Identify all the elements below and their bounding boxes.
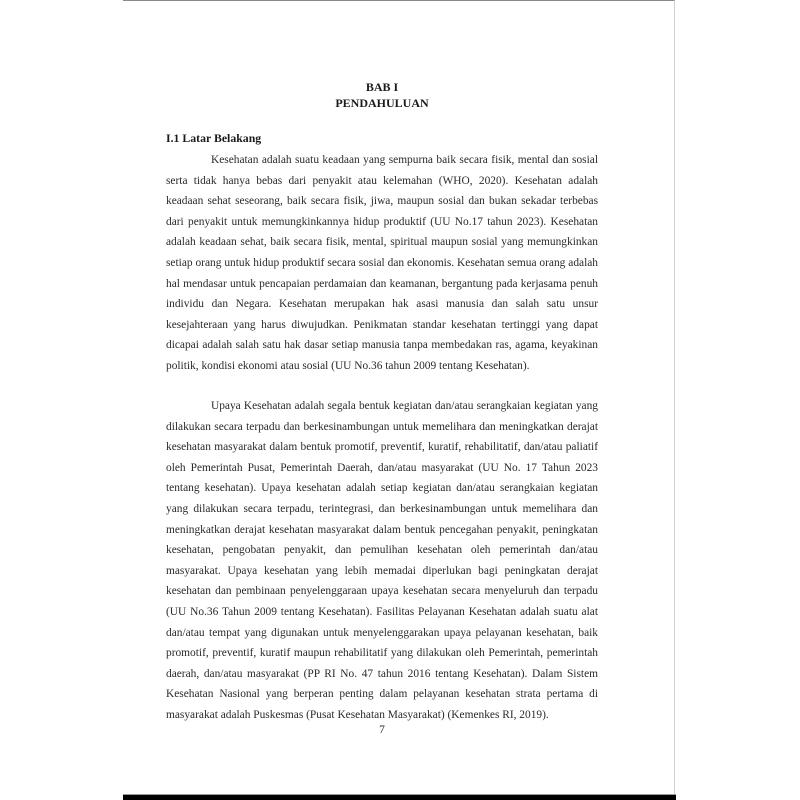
chapter-number: BAB I (365, 80, 399, 94)
document-page (123, 0, 675, 795)
chapter-title: PENDAHULUAN (335, 96, 429, 110)
section-heading: I.1 Latar Belakang (166, 131, 262, 145)
body-paragraph: Kesehatan adalah suatu keadaan yang sempurna baik secara fisik, mental dan sosial serta tidak hanya bebas dari penyakit atau kelemahan (WHO, 2020). Kesehatan adalah keadaan sehat seseorang, baik secara fisik, jiwa, maupun sosial dan bukan sekadar terbebas dari penyakit untuk memungkinkannya hidup produktif (UU No.17 tahun 2023). Kesehatan adalah keadaan sehat, baik secara fisik, mental, spiritual maupun sosial yang memungkinkan setiap orang untuk hidup produktif secara sosial dan ekonomis. Kesehatan semua orang adalah hal mendasar untuk pencapaian perdamaian dan keamanan, bergantung pada kerjasama penuh individu dan Negara. Kesehatan merupakan hak asasi manusia dan salah satu unsur kesejahteraan yang harus diwujudkan. Penikmatan standar kesehatan tertinggi yang dapat dicapai adalah salah satu hak dasar setiap manusia tanpa membedakan ras, agama, keyakinan politik, kondisi ekonomi atau sosial (UU No.36 tahun 2009 tentang Kesehatan). (166, 154, 598, 372)
page-bottom-edge (123, 794, 676, 800)
body-paragraph: Upaya Kesehatan adalah segala bentuk kegiatan dan/atau serangkaian kegiatan yang dilakukan secara terpadu dan berkesinambungan untuk memelihara dan meningkatkan derajat kesehatan masyarakat dalam bentuk promotif, preventif, kuratif, rehabilitatif, dan/atau paliatif oleh Pemerintah Pusat, Pemerintah Daerah, dan/atau masyarakat (UU No. 17 Tahun 2023 tentang kesehatan). Upaya kesehatan adalah setiap kegiatan dan/atau serangkaian kegiatan yang dilakukan secara terpadu, terintegrasi, dan berkesinambungan untuk memelihara dan meningkatkan derajat kesehatan masyarakat dalam bentuk pencegahan penyakit, peningkatan kesehatan, pengobatan penyakit, dan pemulihan kesehatan oleh pemerintah dan/atau masyarakat. Upaya kesehatan yang lebih memadai diperlukan bagi peningkatan derajat kesehatan dan pembinaan penyelenggaraan upaya kesehatan secara menyeluruh dan terpadu (UU No.36 Tahun 2009 tentang Kesehatan). Fasilitas Pelayanan Kesehatan adalah suatu alat dan/atau tempat yang digunakan untuk menyelenggarakan upaya pelayanan kesehatan, baik promotif, preventif, kuratif maupun rehabilitatif yang dilakukan oleh Pemerintah, pemerintah daerah, dan/atau masyarakat (PP RI No. 47 tahun 2016 tentang Kesehatan). Dalam Sistem Kesehatan Nasional yang berperan penting dalam pelayanan kesehatan strata pertama di masyarakat adalah Puskesmas (Pusat Kesehatan Masyarakat) (Kemenkes RI, 2019). (166, 400, 598, 721)
page-number: 7 (379, 724, 385, 736)
